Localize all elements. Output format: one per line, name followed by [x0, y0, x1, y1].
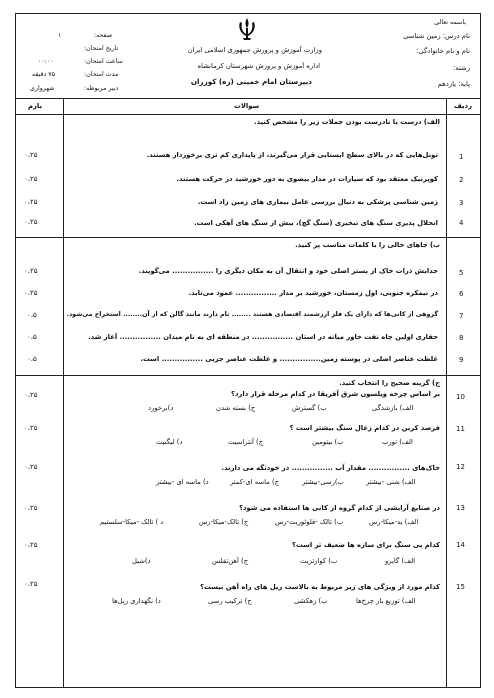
question-score: ۰،۲۵	[24, 198, 38, 206]
col-row-header: ردیف	[453, 102, 472, 110]
col-questions-header: سوالات	[234, 102, 260, 110]
question-text: گروهی از کانی‌ها که دارای یک فلز ارزشمند اقتصادی هستند ........ نام دارند مانند گالن که از آن........ استخراج می‌شود.	[66, 311, 438, 318]
question-score: ۰،۲۵	[24, 424, 38, 432]
question-text: در صنایع آرایشی از کدام گروه از کانی ها استفاده می شود؟	[239, 504, 440, 512]
question-score: ۰،۲۵	[24, 504, 38, 512]
option-c[interactable]: ج) بسته شدن	[216, 404, 256, 412]
header-divider	[16, 98, 480, 99]
option-b[interactable]: ب) کوارتزیت	[300, 557, 338, 565]
row-number: 1	[459, 153, 464, 161]
exam-date-label: تاریخ امتحان:	[84, 45, 119, 52]
grade-label: پایه: یازدهم	[437, 80, 470, 88]
row-column-divider	[446, 98, 447, 687]
row-number: 8	[459, 334, 464, 342]
bismillah: باسمه تعالی	[434, 19, 466, 26]
question-score: ۰،۵	[27, 311, 37, 319]
exam-sheet	[15, 13, 481, 688]
question-score: ۰،۲۵	[24, 463, 38, 471]
option-b[interactable]: ب) بیتومین	[312, 438, 344, 446]
section-divider	[16, 237, 480, 238]
school-title: دبیرستان امام خمینی (ره) کوزران	[190, 77, 312, 86]
question-score: ۰،۲۵	[24, 267, 38, 275]
option-c[interactable]: ج) آنتراسیت	[228, 438, 264, 446]
ministry-title: وزارت آموزش و پرورش جمهوری اسلامی ایران	[187, 46, 322, 54]
student-name-label: نام و نام خانوادگی:	[416, 47, 470, 55]
option-a[interactable]: الف) تورب	[382, 438, 413, 446]
row-number: 12	[456, 463, 465, 471]
page-field-label: صفحه:	[94, 32, 113, 39]
question-text: کدام مورد از ویژگی های زیر مربوط به بالاست ریل های راه آهن نیست؟	[200, 583, 440, 591]
exam-time-value: ۰۰:۰۰	[38, 58, 54, 65]
option-b[interactable]: ب) زهکشی	[294, 597, 328, 605]
row-number: 9	[459, 356, 464, 364]
row-number: 2	[459, 176, 464, 184]
row-number: 5	[459, 269, 464, 277]
question-text: خاک‌های ................ مقدار آب ................ در خودنگه می دارند.	[221, 464, 440, 472]
option-c[interactable]: ج) ترکیب رسی	[208, 597, 252, 605]
row-number: 3	[459, 199, 464, 207]
option-a[interactable]: الف) توزیع بار چرخ‌ها	[356, 597, 416, 605]
option-d[interactable]: د ) تالک -میکا-سلستیم	[100, 518, 164, 526]
exam-duration-label: مدت امتحان:	[84, 71, 119, 78]
option-a[interactable]: الف) شنی -بیشتر	[366, 478, 416, 486]
option-c[interactable]: ج) ماسه ای-کمتر	[230, 478, 280, 486]
row-number: 14	[456, 541, 465, 549]
question-text: زمین شناسی پزشکی به دنبال بررسی عامل بیماری های زمین زاد است.	[197, 198, 438, 206]
course-label: نام درس: زمین شناسی	[403, 32, 470, 40]
question-score: ۰،۲۵	[24, 289, 38, 297]
option-d[interactable]: د) نگهداری ریل‌ها	[112, 597, 161, 605]
table-header-divider	[16, 114, 480, 115]
row-number: 10	[456, 393, 465, 401]
row-number: 4	[459, 219, 464, 227]
question-text: تونل‌هایی که در بالای سطح ایستابی قرار می‌گیرند، از پایداری کم تری برخوردار هستند.	[146, 151, 438, 159]
question-score: ۰،۵	[27, 333, 37, 341]
question-score: ۰،۵	[27, 355, 37, 363]
question-score: ۰،۲۵	[24, 391, 38, 399]
option-b[interactable]: ب) تالک -فلوئوریت-رس	[275, 518, 344, 526]
row-number: 13	[456, 504, 465, 512]
col-score-header: بارم	[28, 102, 42, 110]
section-b-title: ب) جاهای خالی را با کلمات مناسب پر کنید.	[295, 241, 440, 249]
teacher-value: شهرواری	[30, 85, 55, 92]
option-d[interactable]: د)برخورد	[148, 404, 174, 412]
question-text: کوپرنیک معتقد بود که سیارات در مدار بیضوی به دور خورشید در حرکت هستند.	[176, 175, 438, 183]
page-field-value: ۱	[58, 32, 62, 39]
question-text: در نیمکره جنوبی، اول زمستان، خورشید بر مدار ................ عمود می‌تابد.	[188, 289, 438, 297]
row-number: 11	[456, 425, 465, 433]
question-text: بر اساس چرخه ویلسون شرق آفریقا در کدام مرحله قرار دارد؟	[231, 390, 440, 398]
section-divider	[16, 375, 480, 376]
question-text: انحلال پذیری سنگ های تبخیری (سنگ گچ)، بیش از سنگ های آهکی است.	[194, 219, 438, 227]
exam-time-label: ساعت امتحان:	[84, 58, 123, 65]
question-text: غلظت عناصر اصلی در پوسته زمین................ و غلظت عناصر جزیی ................ است.	[140, 355, 438, 363]
score-column-divider	[63, 98, 64, 687]
row-number: 6	[459, 290, 464, 298]
question-score: ۰،۲۵	[24, 580, 38, 588]
question-score: ۰،۲۵	[24, 151, 38, 159]
teacher-label: دبیر مربوطه:	[84, 85, 119, 92]
option-d[interactable]: د) ماسه ای -بیشتر	[156, 478, 209, 486]
iran-emblem-icon	[234, 16, 260, 42]
option-c[interactable]: ج) آهن‌تفلس	[212, 557, 249, 565]
question-score: ۰،۲۵	[24, 175, 38, 183]
section-a-title: الف) درست یا نادرست بودن جملات زیر را مشخص کنید.	[254, 118, 440, 126]
question-score: ۰،۲۵	[24, 541, 38, 549]
option-c[interactable]: ج) تالک-میکا-رس	[199, 518, 249, 526]
question-text: فرصد کربن در کدام زغال سنگ بیشتر است ؟	[289, 424, 440, 432]
question-score: ۰،۲۵	[24, 218, 38, 226]
option-a[interactable]: الف) ید-میکا-رس	[369, 518, 419, 526]
question-text: حفاری اولین چاه نفت خاور میانه در استان ................ در منطقه ای به نام میدان ................ آغاز شد.	[88, 333, 438, 341]
option-b[interactable]: ب)رسی-بیشتر	[302, 478, 344, 486]
option-a[interactable]: الف) گابرو	[385, 557, 416, 565]
office-title: اداره آموزش و پرورش شهرستان کرمانشاه	[197, 62, 320, 70]
option-d[interactable]: د)شیل	[132, 557, 151, 565]
row-number: 15	[456, 583, 465, 591]
option-a[interactable]: الف) بازشدگی	[372, 404, 414, 412]
option-d[interactable]: د) لیگنیت	[156, 438, 183, 446]
question-text: جدایش ذرات خاک از بستر اصلی خود و انتقال آن به مکان دیگری را ................ می‌گویند.	[138, 267, 438, 275]
row-number: 7	[459, 312, 464, 320]
option-b[interactable]: ب) گسترش	[292, 404, 327, 412]
field-label: رشته:	[453, 64, 470, 72]
question-text: کدام پی سنگ برای سازه ها ضعیف تر است؟	[292, 541, 440, 549]
section-c-title: ج) گزینه صحیح را انتخاب کنید.	[339, 379, 440, 387]
exam-duration-value: ۷۵ دقیقه	[32, 71, 56, 78]
